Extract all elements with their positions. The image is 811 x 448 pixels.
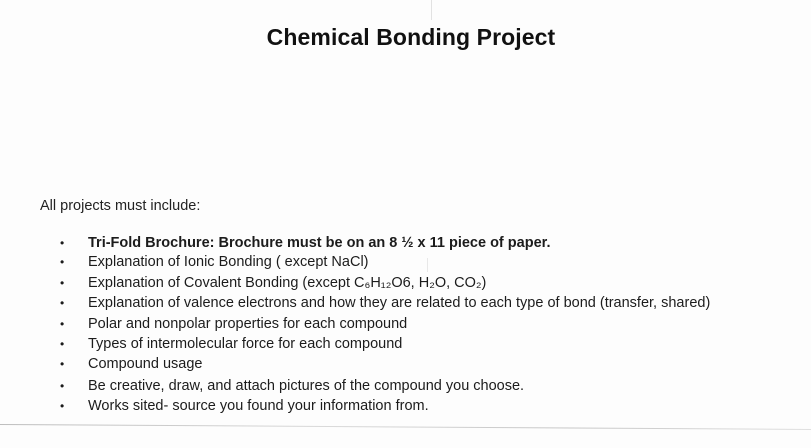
bullet-icon: •	[60, 336, 65, 351]
requirement-text: Works sited- source you found your information from.	[88, 398, 429, 415]
requirement-text: Explanation of valence electrons and how they are related to each type of bond (transfer, shared)	[88, 295, 711, 312]
bullet-icon: •	[60, 296, 65, 311]
requirement-text: Explanation of Ionic Bonding ( except NaCl)	[88, 254, 369, 271]
scan-artifact-line	[431, 0, 432, 20]
bullet-icon: •	[60, 255, 65, 270]
bullet-icon: •	[60, 316, 65, 331]
bullet-icon: •	[60, 236, 65, 250]
requirement-text: Compound usage	[88, 356, 203, 373]
requirement-text: Types of intermolecular force for each compound	[88, 335, 403, 352]
bullet-icon: •	[60, 378, 65, 393]
requirement-text: Explanation of Covalent Bonding (except C₆H₁₂O6, H₂O, CO₂)	[88, 274, 487, 291]
bullet-icon: •	[60, 399, 65, 414]
intro-text: All projects must include:	[40, 198, 201, 214]
bullet-icon: •	[60, 357, 65, 372]
page-edge-divider	[0, 424, 811, 430]
requirement-text: Polar and nonpolar properties for each compound	[88, 315, 408, 332]
requirement-text: Be creative, draw, and attach pictures of the compound you choose.	[88, 377, 525, 394]
scan-artifact-line	[427, 258, 428, 272]
requirement-text: Tri-Fold Brochure: Brochure must be on an 8 ½ x 11 piece of paper.	[88, 235, 551, 251]
bullet-icon: •	[60, 275, 65, 290]
page-title: Chemical Bonding Project	[266, 24, 556, 50]
